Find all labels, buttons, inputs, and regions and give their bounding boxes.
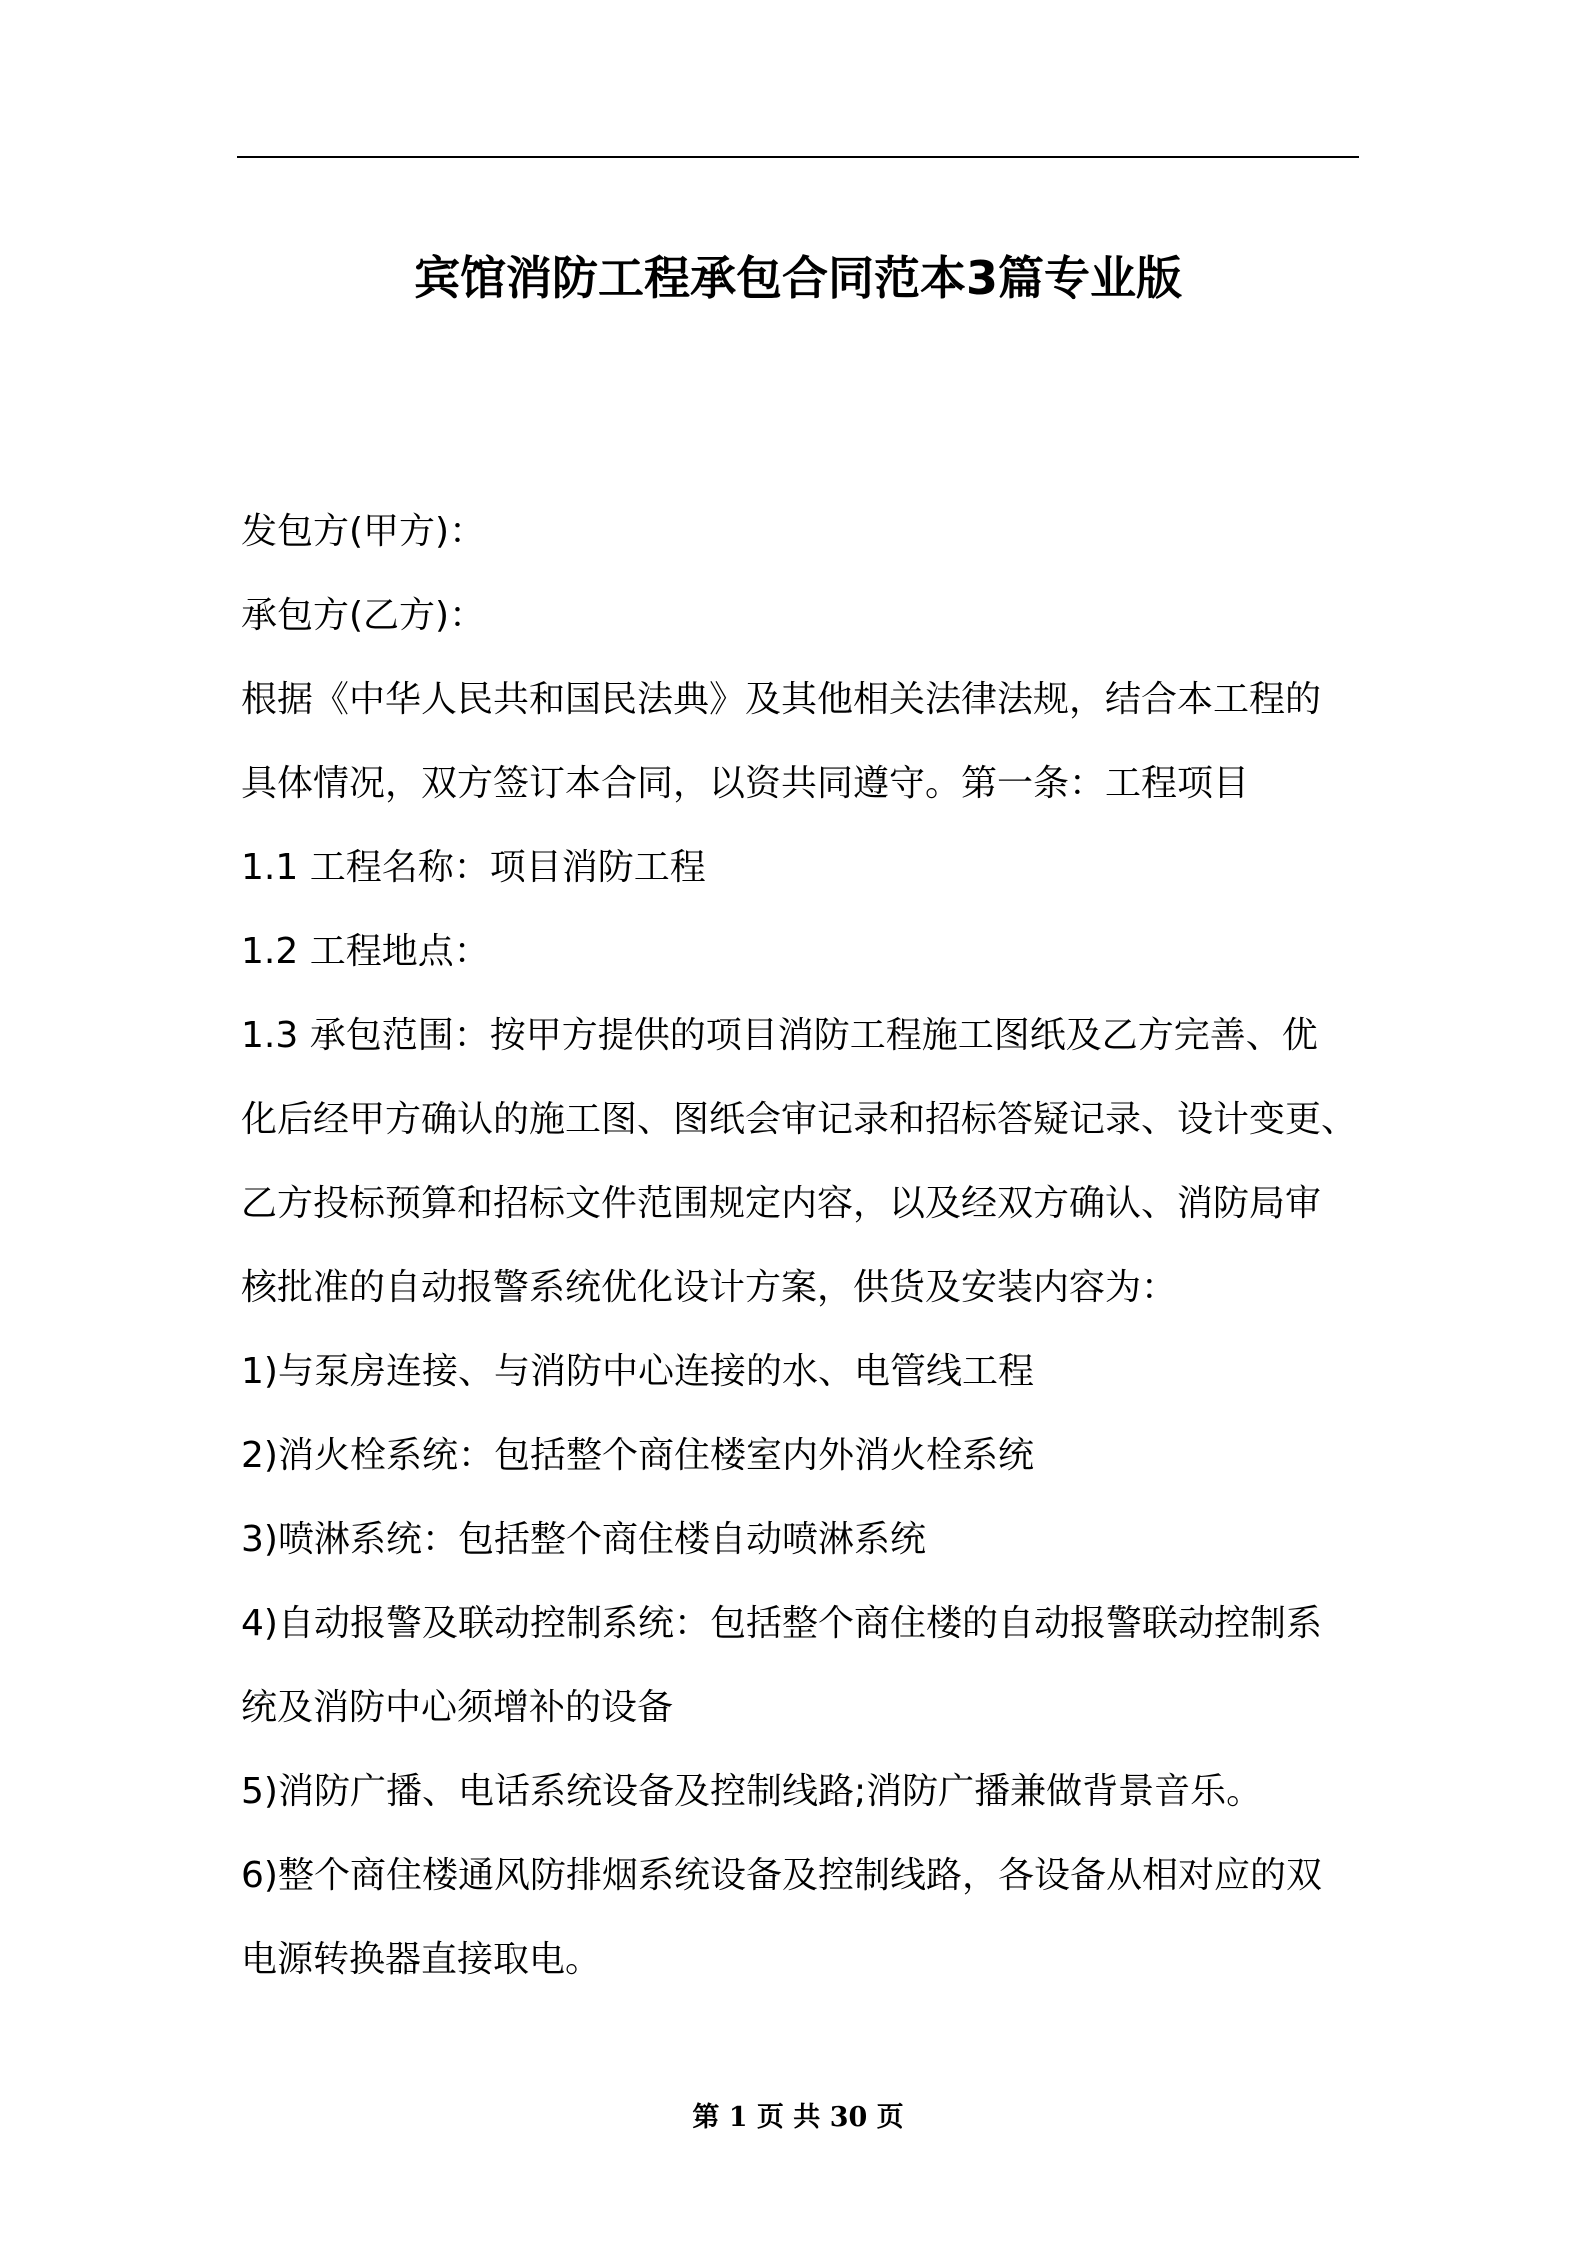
body-line: 根据《中华人民共和国民法典》及其他相关法律法规，结合本工程的 [241,679,1322,720]
body-line: 具体情况，双方签订本合同，以资共同遵守。第一条：工程项目 [241,763,1250,804]
body-line: 5)消防广播、电话系统设备及控制线路;消防广播兼做背景音乐。 [241,1771,1263,1812]
body-line: 核批准的自动报警系统优化设计方案，供货及安装内容为： [241,1267,1178,1308]
body-line: 发包方(甲方)： [241,511,486,552]
body-line: 电源转换器直接取电。 [241,1939,602,1980]
body-line: 1.2 工程地点： [241,931,490,972]
body-line: 4)自动报警及联动控制系统：包括整个商住楼的自动报警联动控制系 [241,1603,1322,1644]
body-line: 1.1 工程名称：项目消防工程 [241,847,706,888]
body-line: 乙方投标预算和招标文件范围规定内容，以及经双方确认、消防局审 [241,1183,1322,1224]
page-number-footer: 第 1 页 共 30 页 [692,2102,904,2133]
body-line: 1.3 承包范围：按甲方提供的项目消防工程施工图纸及乙方完善、优 [241,1015,1318,1056]
document-body [241,490,1359,2002]
document-title: 宾馆消防工程承包合同范本3篇专业版 [413,250,1182,305]
body-line: 2)消火栓系统：包括整个商住楼室内外消火栓系统 [241,1435,1034,1476]
body-line: 化后经甲方确认的施工图、图纸会审记录和招标答疑记录、设计变更、 [241,1099,1358,1140]
body-line: 统及消防中心须增补的设备 [241,1687,674,1728]
header-rule [237,156,1359,158]
body-line: 6)整个商住楼通风防排烟系统设备及控制线路，各设备从相对应的双 [241,1855,1322,1896]
body-line: 承包方(乙方)： [241,595,486,636]
body-line: 1)与泵房连接、与消防中心连接的水、电管线工程 [241,1351,1034,1392]
body-line: 3)喷淋系统：包括整个商住楼自动喷淋系统 [241,1519,926,1560]
